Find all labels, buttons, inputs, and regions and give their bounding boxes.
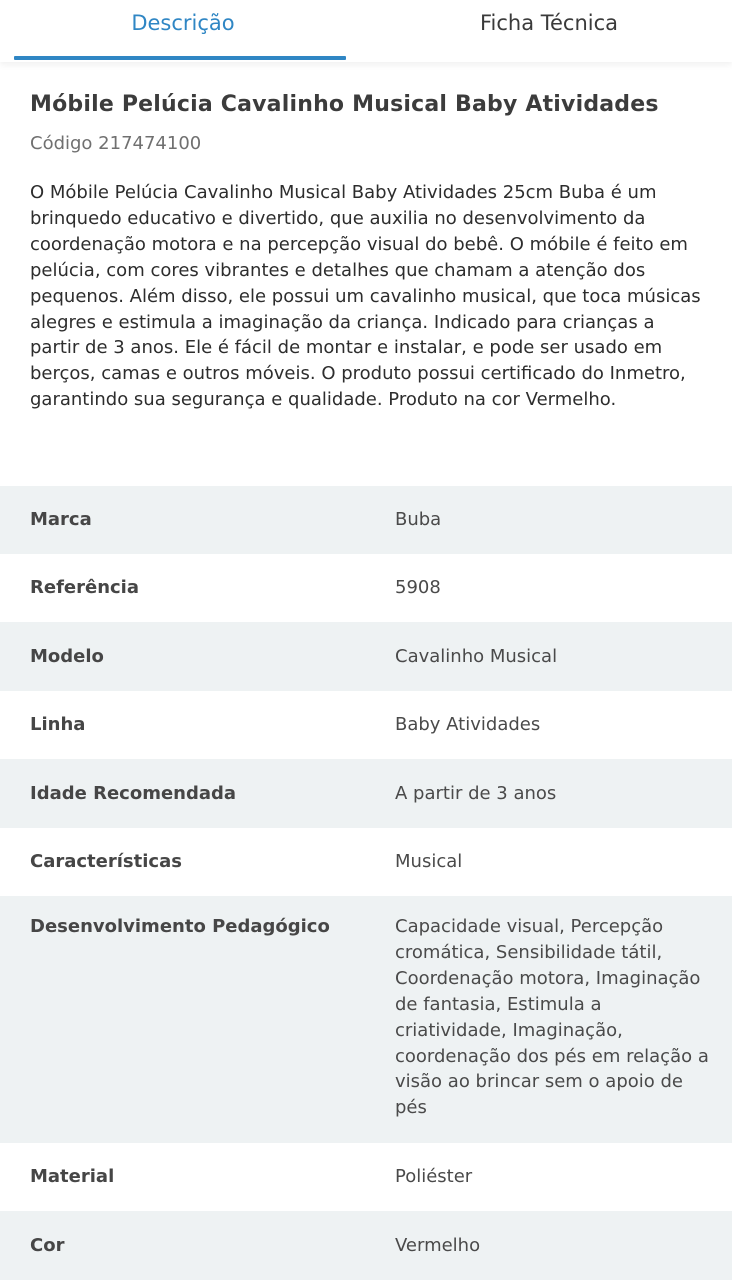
product-title: Móbile Pelúcia Cavalinho Musical Baby Atividades bbox=[30, 92, 659, 117]
spec-value: A partir de 3 anos bbox=[395, 782, 557, 804]
spec-table bbox=[0, 486, 732, 1280]
spec-row-marca bbox=[0, 486, 732, 554]
spec-row-material bbox=[0, 1143, 732, 1211]
spec-row-caracteristicas bbox=[0, 828, 732, 896]
tab-descricao[interactable]: Descrição bbox=[0, 0, 366, 62]
spec-label: Marca bbox=[30, 509, 92, 530]
spec-label: Material bbox=[30, 1166, 115, 1187]
spec-row-desenvolvimento-pedagogico bbox=[0, 896, 732, 1143]
spec-row-referencia bbox=[0, 554, 732, 622]
spec-label: Cor bbox=[30, 1234, 65, 1256]
tab-bar bbox=[0, 0, 732, 62]
spec-value: Buba bbox=[395, 509, 442, 531]
product-code: Código 217474100 bbox=[30, 133, 202, 154]
product-description: O Móbile Pelúcia Cavalinho Musical Baby Atividades 25cm Buba é um brinquedo educativo e divertido, que auxilia no desenvolvimento da coordenação motora e na percepção visual do bebê. O móbile é feito em pelúcia, com cores vibrantes e detalhes que chamam a atenção dos pequenos. Além disso, ele possui um cavalinho musical, que toca músicas alegres e estimula a imaginação da criança. Indicado para crianças a partir de 3 anos. Ele é fácil de montar e instalar, e pode ser usado em berços, camas e outros móveis. O produto possui certificado do Inmetro, garantindo sua segurança e qualidade. Produto na cor Vermelho. bbox=[30, 182, 701, 411]
spec-row-linha bbox=[0, 691, 732, 759]
spec-label: Modelo bbox=[30, 645, 104, 667]
spec-row-cor bbox=[0, 1211, 732, 1280]
spec-value: 5908 bbox=[395, 577, 441, 599]
spec-value: Vermelho bbox=[395, 1234, 481, 1256]
spec-label: Desenvolvimento Pedagógico bbox=[30, 916, 330, 937]
spec-row-idade-recomendada bbox=[0, 759, 732, 828]
spec-label: Características bbox=[30, 851, 182, 872]
spec-value: Poliéster bbox=[395, 1166, 473, 1188]
spec-value: Capacidade visual, Percepção cromática, Sensibilidade tátil, Coordenação motora, Imaginação de fantasia, Estimula a criatividade, Imaginação, coordenação dos pés em relação a visão ao brincar sem o apoio de pés bbox=[395, 916, 709, 1119]
spec-label: Idade Recomendada bbox=[30, 782, 237, 804]
tab-ficha-tecnica[interactable]: Ficha Técnica bbox=[479, 11, 619, 35]
spec-value: Musical bbox=[395, 851, 463, 873]
spec-label: Referência bbox=[30, 577, 139, 598]
spec-value: Cavalinho Musical bbox=[395, 645, 558, 667]
spec-value: Baby Atividades bbox=[395, 714, 541, 736]
spec-row-modelo bbox=[0, 622, 732, 691]
spec-label: Linha bbox=[30, 714, 86, 735]
